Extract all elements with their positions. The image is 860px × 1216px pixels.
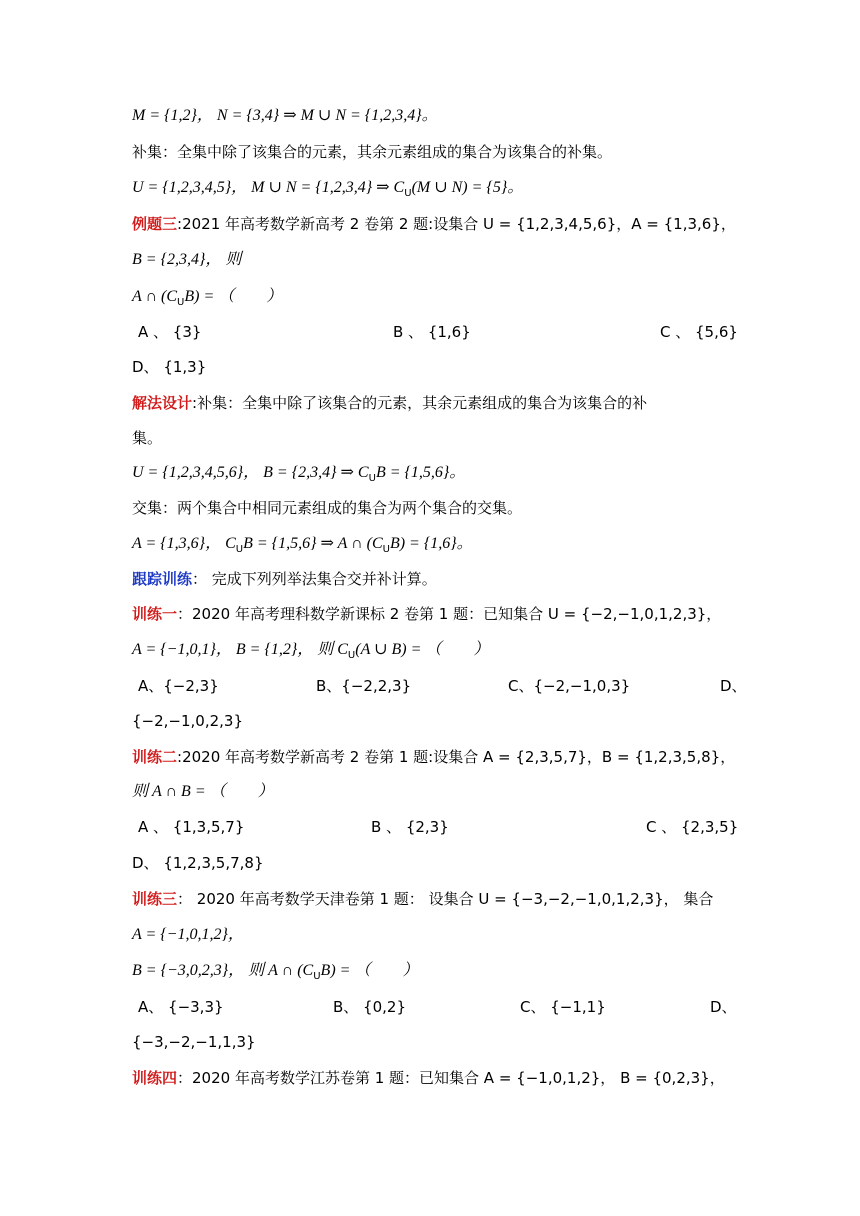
tracking-label: 跟踪训练 bbox=[132, 570, 193, 588]
example-3-label: 例题三 bbox=[132, 215, 178, 233]
training-4-question: 训练四：2020 年高考数学江苏卷第 1 题：已知集合 A = {−1,0,1,2}， B = {0,2,3}， bbox=[132, 1069, 725, 1087]
example-3-question: 例题三:2021 年高考数学新高考 2 卷第 2 题:设集合 U = {1,2,3,4,5,6}，A = {1,3,6}， bbox=[132, 215, 736, 233]
solution-line5: A = {1,3,6}， $C_UB = \{1,5,6\}$ ⇒ A ∩ $(C_UB) = \{1,6\}$。 bbox=[132, 535, 473, 555]
training-1-option-d-value: {−2,−1,0,2,3} bbox=[132, 712, 244, 730]
example-3-option-b: B 、 {1,6} bbox=[393, 323, 471, 341]
training-3-option-a: A、 {−3,3} bbox=[138, 998, 224, 1016]
training-2-line2: 则 A ∩ B = （ ） bbox=[132, 783, 274, 800]
training-1-option-a: A、{−2,3} bbox=[138, 677, 219, 695]
solution-line3: U = {1,2,3,4,5,6}， B = {2,3,4} ⇒ $C_UB = \{1,5,6\}$。 bbox=[132, 464, 466, 484]
example-3-option-a: A 、 {3} bbox=[138, 323, 202, 341]
complement-example-line: U = {1,2,3,4,5}， M ∪ N = {1,2,3,4} ⇒ $C_U(M$ ∪ N) = {5}。 bbox=[132, 179, 524, 199]
training-1-line2: A = {−1,0,1}， B = {1,2}， 则 $C_U(A$ ∪ B) = （ ） bbox=[132, 641, 490, 661]
training-1-option-d: D、 bbox=[720, 677, 747, 695]
training-3-option-d-value: {−3,−2,−1,1,3} bbox=[132, 1033, 256, 1051]
example-3-line2: B = {2,3,4}， 则 bbox=[132, 251, 242, 268]
training-3-option-b: B、 {0,2} bbox=[333, 998, 407, 1016]
training-1-label: 训练一 bbox=[132, 605, 178, 623]
complement-definition: 补集：全集中除了该集合的元素，其余元素组成的集合为该集合的补集。 bbox=[132, 143, 613, 161]
example-3-option-d: D、 {1,3} bbox=[132, 358, 207, 376]
solution-label: 解法设计 bbox=[132, 394, 193, 412]
training-3-line2: A = {−1,0,1,2}， bbox=[132, 926, 244, 943]
training-4-label: 训练四 bbox=[132, 1069, 178, 1087]
training-2-question: 训练二:2020 年高考数学新高考 2 卷第 1 题:设集合 A = {2,3,5,7}，B = {1,2,3,5,8}， bbox=[132, 748, 736, 766]
training-1-option-b: B、{−2,2,3} bbox=[316, 677, 412, 695]
tracking-training: 跟踪训练： 完成下列列举法集合交并补计算。 bbox=[132, 570, 437, 588]
training-2-option-b: B 、 {2,3} bbox=[371, 818, 449, 836]
solution-design: 解法设计:补集：全集中除了该集合的元素，其余元素组成的集合为该集合的补 bbox=[132, 394, 648, 412]
training-3-line3: B = {−3,0,2,3}， 则 A ∩ $(C_UB)$ = （ ） bbox=[132, 962, 419, 982]
union-example-line: M = {1,2}， N = {3,4} ⇒ M ∪ N = {1,2,3,4}。 bbox=[132, 107, 438, 124]
training-3-option-d: D、 bbox=[710, 998, 737, 1016]
example-3-line3: A ∩ $(C_UB)$ = （ ） bbox=[132, 288, 283, 308]
training-1-question: 训练一：2020 年高考理科数学新课标 2 卷第 1 题：已知集合 U = {−2,−1,0,1,2,3}， bbox=[132, 605, 722, 623]
training-1-option-c: C、{−2,−1,0,3} bbox=[508, 677, 631, 695]
solution-line2: 集。 bbox=[132, 429, 163, 447]
training-3-question: 训练三： 2020 年高考数学天津卷第 1 题： 设集合 U = {−3,−2,−1,0,1,2,3}， 集合 bbox=[132, 890, 714, 908]
example-3-option-c: C 、 {5,6} bbox=[660, 323, 738, 341]
training-2-label: 训练二 bbox=[132, 748, 178, 766]
training-2-option-c: C 、 {2,3,5} bbox=[646, 818, 739, 836]
training-3-option-c: C、 {−1,1} bbox=[520, 998, 606, 1016]
intersection-definition: 交集：两个集合中相同元素组成的集合为两个集合的交集。 bbox=[132, 499, 523, 517]
training-2-option-d: D、 {1,2,3,5,7,8} bbox=[132, 854, 264, 872]
training-2-option-a: A 、 {1,3,5,7} bbox=[138, 818, 245, 836]
training-3-label: 训练三 bbox=[132, 890, 178, 908]
